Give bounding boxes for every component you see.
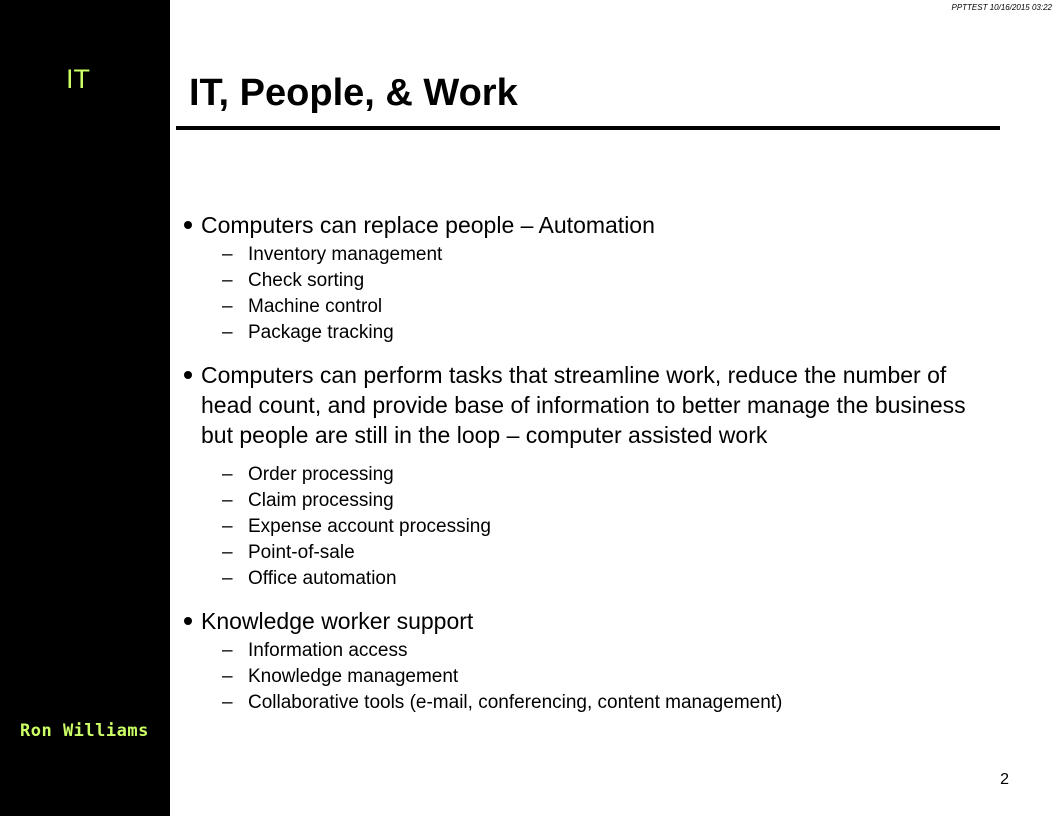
sub-item-text: Claim processing <box>248 490 394 511</box>
dash-icon: – <box>222 270 233 291</box>
sidebar-author: Ron Williams <box>20 721 149 741</box>
sub-item <box>222 294 1000 320</box>
sidebar-topic: IT <box>66 64 90 94</box>
sub-item <box>222 638 1000 664</box>
dash-icon: – <box>222 296 233 317</box>
sub-item-text: Package tracking <box>248 322 394 343</box>
sub-item-text: Order processing <box>248 464 394 485</box>
title-underline <box>176 126 1000 130</box>
bullet-dot-icon <box>184 371 192 379</box>
dash-icon: – <box>222 640 233 661</box>
sub-list <box>222 462 1000 592</box>
bullet-dot-icon <box>184 221 192 229</box>
slide-content <box>180 210 1000 716</box>
sub-item-text: Knowledge management <box>248 666 459 687</box>
sub-item <box>222 462 1000 488</box>
slide-title: IT, People, & Work <box>189 72 518 114</box>
dash-icon: – <box>222 666 233 687</box>
dash-icon: – <box>222 542 233 563</box>
bullet-text: Computers can replace people – Automation <box>201 212 655 238</box>
sub-item <box>222 690 1000 716</box>
dash-icon: – <box>222 464 233 485</box>
page-number: 2 <box>1000 771 1009 788</box>
dash-icon: – <box>222 244 233 265</box>
sub-item <box>222 242 1000 268</box>
dash-icon: – <box>222 322 233 343</box>
bullet-automation <box>180 210 1000 346</box>
sub-item <box>222 514 1000 540</box>
sub-item <box>222 566 1000 592</box>
sub-item-text: Office automation <box>248 568 397 589</box>
bullet-knowledge-worker <box>180 606 1000 716</box>
dash-icon: – <box>222 692 233 713</box>
sub-item <box>222 664 1000 690</box>
bullet-text: Computers can perform tasks that streamline work, reduce the number of head count, and provide base of information to better manage the business but people are still in the loop – computer assisted work <box>201 362 966 448</box>
sub-item <box>222 488 1000 514</box>
sub-item-text: Check sorting <box>248 270 365 291</box>
dash-icon: – <box>222 516 233 537</box>
bullet-assisted-work <box>180 360 1000 592</box>
sub-item-text: Information access <box>248 640 408 661</box>
bullet-dot-icon <box>184 617 192 625</box>
sub-list <box>222 638 1000 716</box>
sub-list <box>222 242 1000 346</box>
sub-item-text: Machine control <box>248 296 383 317</box>
print-stamp: PPTTEST 10/16/2015 03:22 <box>951 3 1052 12</box>
sub-item <box>222 268 1000 294</box>
sub-item-text: Point-of-sale <box>248 542 355 563</box>
bullet-text: Knowledge worker support <box>201 608 474 634</box>
sub-item-text: Expense account processing <box>248 516 491 537</box>
dash-icon: – <box>222 568 233 589</box>
dash-icon: – <box>222 490 233 511</box>
sub-item <box>222 540 1000 566</box>
sub-item-text: Inventory management <box>248 244 443 265</box>
sub-item <box>222 320 1000 346</box>
sidebar <box>0 0 170 816</box>
sub-item-text: Collaborative tools (e-mail, conferencing, content management) <box>248 692 783 713</box>
